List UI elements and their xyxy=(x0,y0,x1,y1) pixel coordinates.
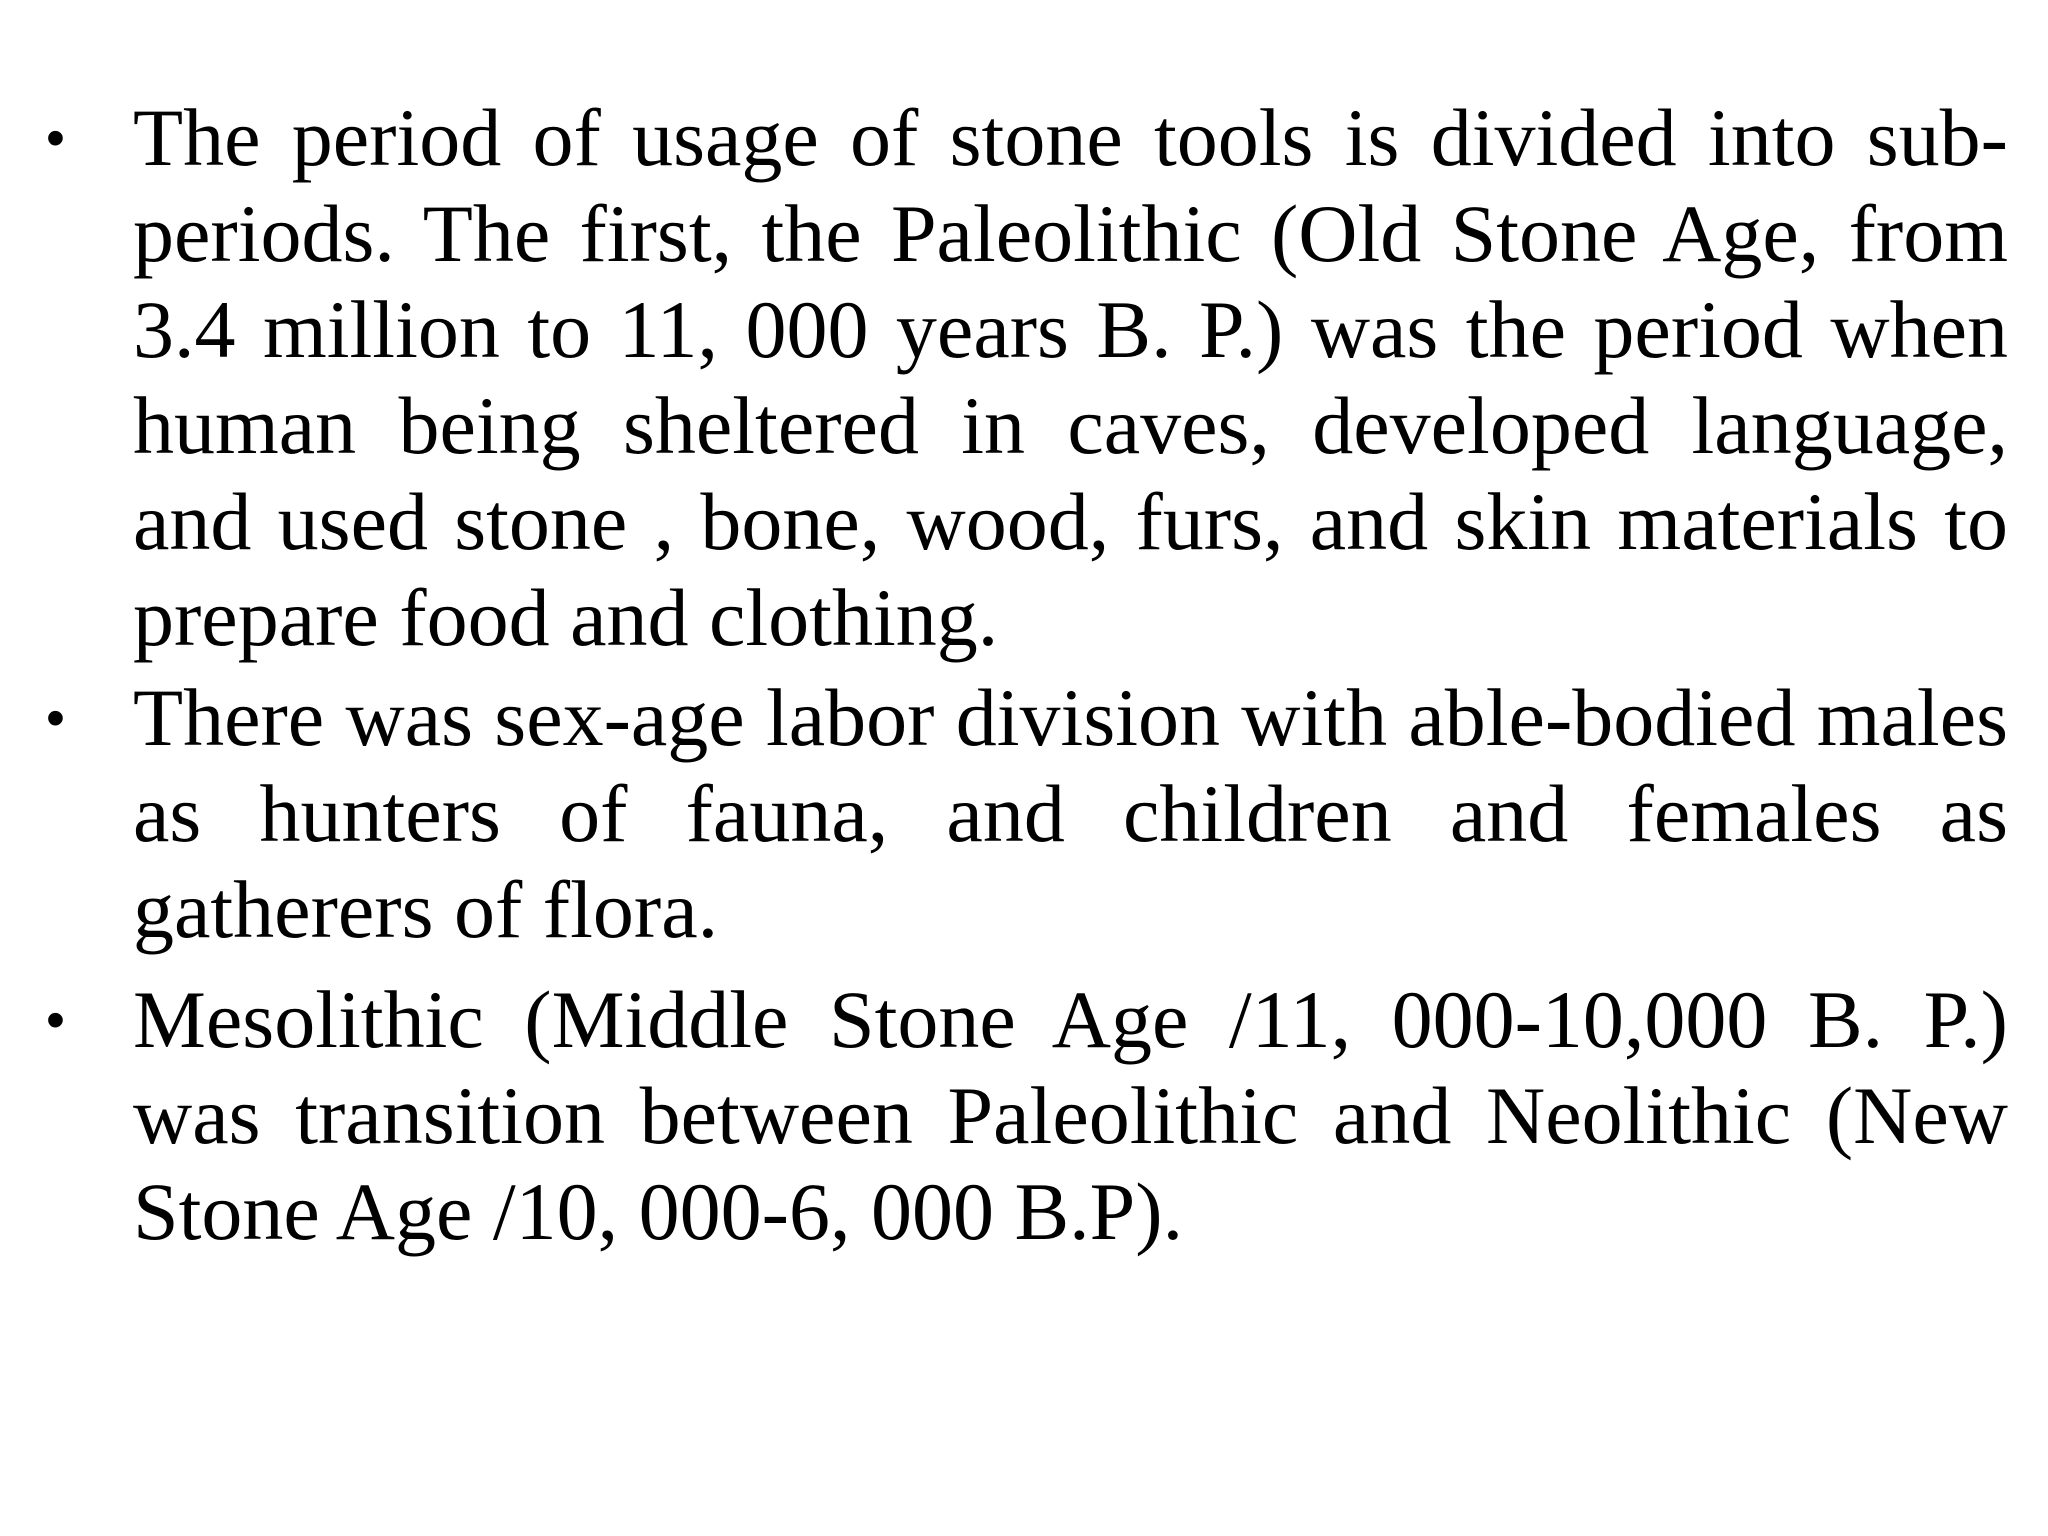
bullet-text: There was sex-age labor division with able-bodied males as hunters of fauna, and children and females as gatherers of flora. xyxy=(133,672,2008,955)
bullet-list xyxy=(0,90,2048,1260)
bullet-icon: • xyxy=(46,990,65,1050)
bullet-text: The period of usage of stone tools is divided into sub-periods. The first, the Paleolithic (Old Stone Age, from 3.4 million to 11, 000 years B. P.) was the period when human being sheltered in caves, developed language, and used stone , bone, wood, furs, and skin materials to prepare food and clothing. xyxy=(133,92,2008,663)
bullet-text: Mesolithic (Middle Stone Age /11, 000-10,000 B. P.) was transition between Paleolithic and Neolithic (New Stone Age /10, 000-6, 000 B.P). xyxy=(133,974,2008,1257)
bullet-item-paleolithic xyxy=(0,90,2048,666)
bullet-item-labor-division xyxy=(0,670,2048,958)
bullet-item-mesolithic xyxy=(0,972,2048,1260)
bullet-icon: • xyxy=(46,108,65,168)
bullet-icon: • xyxy=(46,688,65,748)
